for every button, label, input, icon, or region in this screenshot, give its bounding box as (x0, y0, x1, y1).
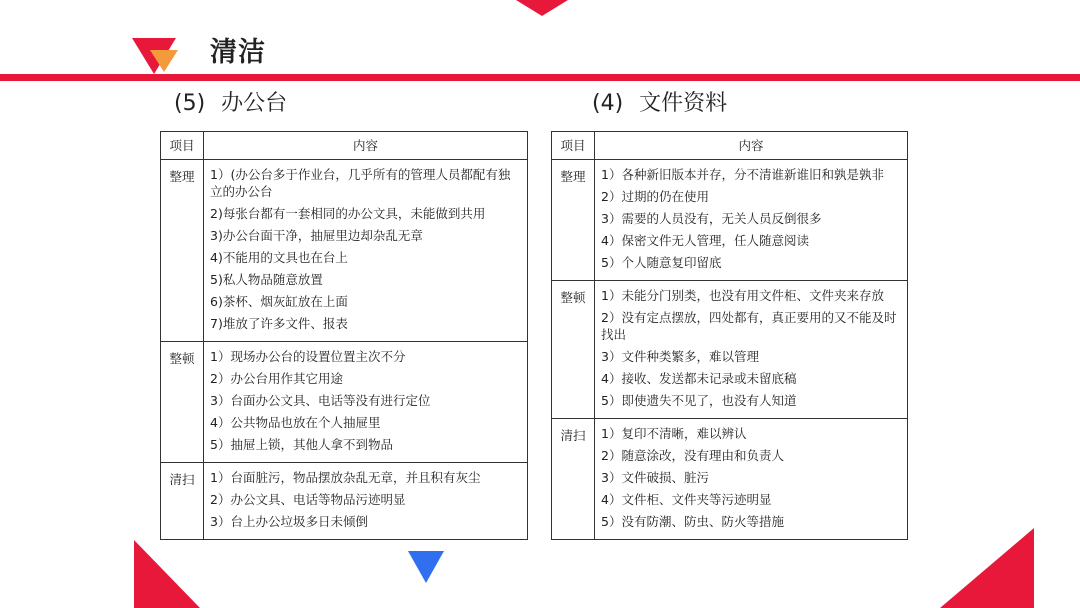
list-item: 1）未能分门别类，也没有用文件柜、文件夹来存放 (601, 288, 884, 303)
list-item: 4）公共物品也放在个人抽屉里 (210, 415, 381, 430)
header-item: 项目 (161, 132, 204, 160)
list-item: 2）过期的仍在使用 (601, 189, 709, 204)
list-item: 3）需要的人员没有，无关人员反倒很多 (601, 211, 822, 226)
header-content: 内容 (204, 132, 528, 160)
table-row (552, 281, 908, 419)
bottom-left-red-triangle (134, 540, 200, 608)
category-cell: 清扫 (552, 419, 595, 540)
list-item: 6)茶杯、烟灰缸放在上面 (210, 294, 348, 309)
items-cell (595, 281, 908, 419)
top-center-red-triangle (516, 0, 568, 16)
list-item: 5）没有防潮、防虫、防火等措施 (601, 514, 784, 529)
list-item: 2）办公文具、电话等物品污迹明显 (210, 492, 406, 507)
header-item: 项目 (552, 132, 595, 160)
header-content: 内容 (595, 132, 908, 160)
list-item: 4）保密文件无人管理，任人随意阅读 (601, 233, 809, 248)
category-cell: 整顿 (552, 281, 595, 419)
title-orange-triangle-icon (150, 50, 178, 72)
items-cell (204, 463, 528, 540)
list-item: 2)每张台都有一套相同的办公文具，未能做到共用 (210, 206, 486, 221)
list-item: 3)办公台面干净，抽屉里边却杂乱无章 (210, 228, 423, 243)
category-cell: 清扫 (161, 463, 204, 540)
category-cell: 整理 (552, 160, 595, 281)
left-section-title (174, 86, 287, 117)
left-section-number: (5) (174, 91, 206, 116)
list-item: 4)不能用的文具也在台上 (210, 250, 348, 265)
table-row (161, 342, 528, 463)
list-item: 1）(办公台多于作业台，几乎所有的管理人员都配有独立的办公台 (210, 167, 511, 199)
table-row (552, 160, 908, 281)
table-row (161, 463, 528, 540)
left-section-label: 办公台 (221, 91, 288, 116)
table-row (161, 160, 528, 342)
right-section-title (592, 86, 727, 117)
list-item: 5）即使遗失不见了，也没有人知道 (601, 393, 797, 408)
bottom-right-red-triangle (940, 528, 1034, 608)
table-row (552, 419, 908, 540)
list-item: 5）抽屉上锁，其他人拿不到物品 (210, 437, 393, 452)
list-item: 2）办公台用作其它用途 (210, 371, 343, 386)
items-cell (595, 419, 908, 540)
items-cell (595, 160, 908, 281)
list-item: 3）台上办公垃圾多日未倾倒 (210, 514, 368, 529)
list-item: 1）复印不清晰，难以辨认 (601, 426, 747, 441)
bottom-blue-triangle (408, 551, 444, 583)
right-section-label: 文件资料 (639, 91, 728, 116)
category-cell: 整理 (161, 160, 204, 342)
list-item: 4）接收、发送都未记录或未留底稿 (601, 371, 797, 386)
header-red-divider (0, 74, 1080, 81)
list-item: 2）随意涂改，没有理由和负责人 (601, 448, 784, 463)
category-cell: 整顿 (161, 342, 204, 463)
items-cell (204, 342, 528, 463)
desk-table (160, 131, 528, 540)
items-cell (204, 160, 528, 342)
right-section-number: (4) (592, 91, 624, 116)
documents-table (551, 131, 908, 540)
list-item: 1）台面脏污，物品摆放杂乱无章，并且积有灰尘 (210, 470, 481, 485)
list-item: 5)私人物品随意放置 (210, 272, 323, 287)
list-item: 1）各种新旧版本并存，分不清谁新谁旧和孰是孰非 (601, 167, 884, 182)
list-item: 7)堆放了许多文件、报表 (210, 316, 348, 331)
list-item: 2）没有定点摆放，四处都有，真正要用的又不能及时找出 (601, 310, 897, 342)
list-item: 5）个人随意复印留底 (601, 255, 722, 270)
list-item: 3）台面办公文具、电话等没有进行定位 (210, 393, 431, 408)
list-item: 4）文件柜、文件夹等污迹明显 (601, 492, 772, 507)
list-item: 1）现场办公台的设置位置主次不分 (210, 349, 406, 364)
page-title: 清洁 (210, 37, 266, 68)
list-item: 3）文件种类繁多，难以管理 (601, 349, 759, 364)
list-item: 3）文件破损、脏污 (601, 470, 709, 485)
